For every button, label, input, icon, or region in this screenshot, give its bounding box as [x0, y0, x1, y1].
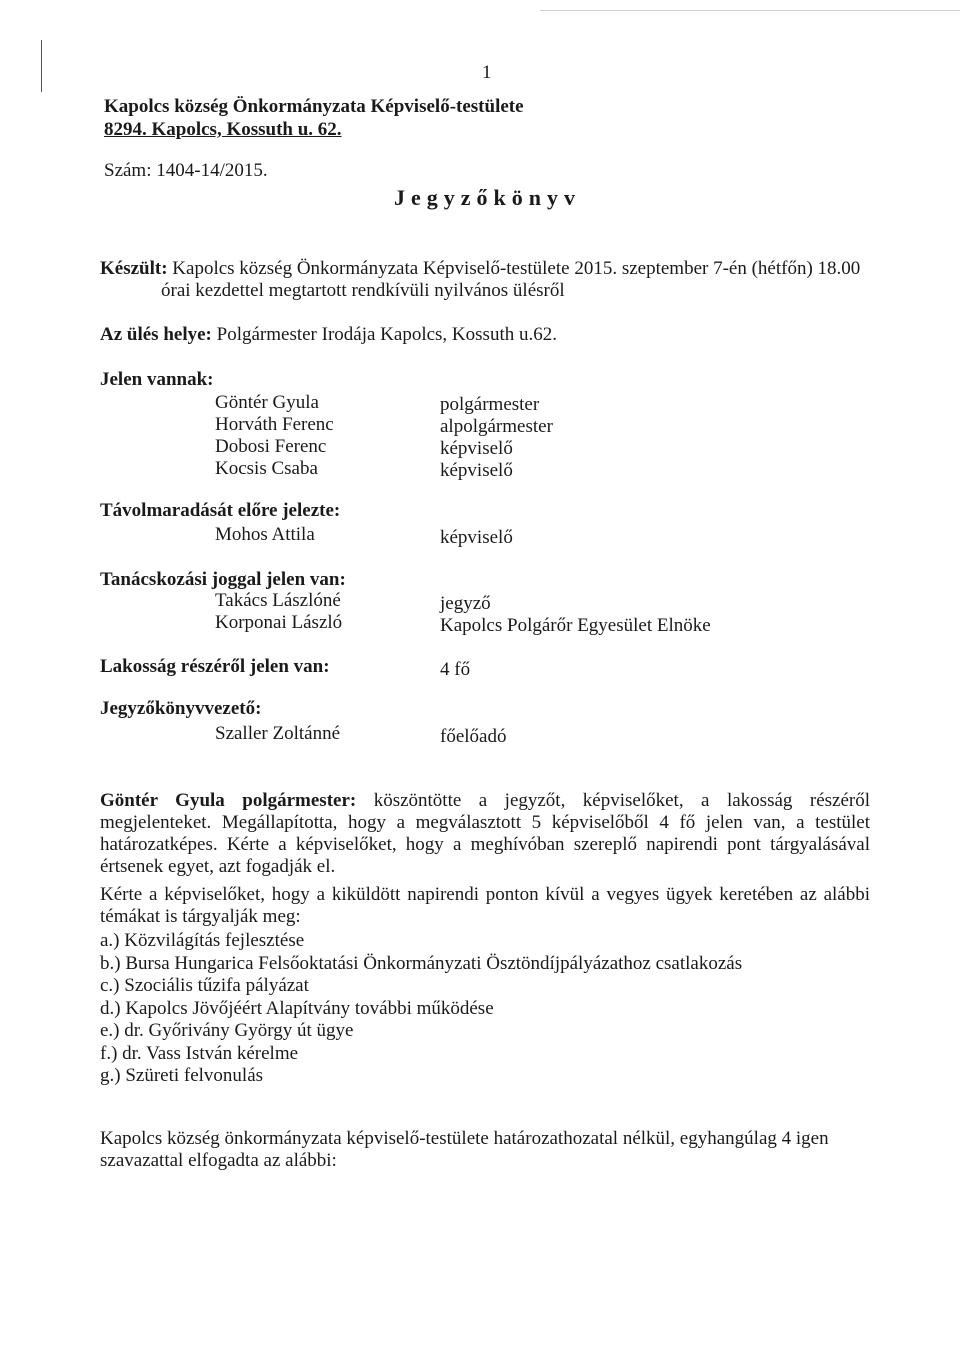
agenda-item: d.) Kapolcs Jövőjéért Alapítvány további működése	[100, 997, 494, 1019]
advisory-name: Korponai László	[215, 612, 343, 633]
agenda-item: b.) Bursa Hungarica Felsőoktatási Önkormányzati Ösztöndíjpályázathoz csatlakozás	[100, 952, 743, 974]
venue-line	[100, 324, 557, 346]
absent-role: képviselő	[440, 527, 513, 548]
recorder-name: Szaller Zoltánné	[215, 723, 341, 744]
reference-number: Szám: 1404-14/2015.	[104, 160, 268, 181]
present-name: Kocsis Csaba	[215, 458, 318, 479]
made-label: Készült:	[100, 258, 168, 279]
advisory-label: Tanácskozási joggal jelen van:	[100, 569, 346, 590]
scan-margin-mark	[41, 40, 42, 92]
present-name: Göntér Gyula	[215, 392, 319, 413]
present-role: polgármester	[440, 394, 540, 415]
present-role: képviselő	[440, 460, 513, 481]
present-role: képviselő	[440, 438, 513, 459]
advisory-role: jegyző	[440, 593, 491, 614]
agenda-item: g.) Szüreti felvonulás	[100, 1065, 264, 1086]
present-name: Horváth Ferenc	[215, 414, 334, 435]
made-text: Kapolcs község Önkormányzata Képviselő-testülete 2015. szeptember 7-én (hétfőn) 18.00	[167, 258, 861, 279]
opening-paragraph	[100, 790, 870, 878]
opening-text: köszöntötte a jegyzőt, képviselőket, a lakosság részéről megjelenteket. Megállapította, hogy a megválasztott 5 képviselőből 4 fő jelen van, a testület határozatképes. Kérte a képviselőket, hogy a meghívóban szereplő napirendi pont tárgyalásával értsenek egyet, azt fogadják el.	[100, 790, 870, 877]
advisory-role: Kapolcs Polgárőr Egyesület Elnöke	[440, 615, 711, 636]
recorder-role: főelőadó	[440, 726, 507, 747]
agenda-item: c.) Szociális tűzifa pályázat	[100, 975, 309, 996]
document-title: Jegyzőkönyv	[394, 185, 581, 210]
made-line2: órai kezdettel megtartott rendkívüli nyilvános ülésről	[161, 280, 565, 301]
page-number: 1	[482, 62, 492, 83]
agenda-item: a.) Közvilágítás fejlesztése	[100, 930, 305, 951]
advisory-name: Takács Lászlóné	[215, 590, 341, 611]
agenda-list	[100, 930, 742, 1088]
venue-label: Az ülés helye:	[100, 324, 212, 345]
speaker-label: Göntér Gyula polgármester:	[100, 790, 357, 811]
venue-text: Polgármester Irodája Kapolcs, Kossuth u.62.	[211, 324, 557, 345]
absent-name: Mohos Attila	[215, 524, 315, 545]
organization-address: 8294. Kapolcs, Kossuth u. 62.	[104, 119, 342, 140]
agenda-item: f.) dr. Vass István kérelme	[100, 1042, 299, 1064]
resolution-paragraph: Kapolcs község önkormányzata képviselő-testülete határozathozatal nélkül, egyhangúlag 4 igen szavazattal elfogadta az alábbi:	[100, 1128, 829, 1171]
agenda-intro-paragraph: Kérte a képviselőket, hogy a kiküldött napirendi ponton kívül a vegyes ügyek keretében az alábbi témákat is tárgyalják meg:	[100, 884, 870, 927]
absent-label: Távolmaradását előre jelezte:	[100, 500, 341, 521]
present-role: alpolgármester	[440, 416, 553, 437]
made-line1	[100, 258, 860, 280]
organization-name: Kapolcs község Önkormányzata Képviselő-testülete	[104, 96, 524, 117]
public-value: 4 fő	[440, 659, 471, 680]
recorder-label: Jegyzőkönyvvezető:	[100, 698, 262, 719]
present-label: Jelen vannak:	[100, 369, 214, 390]
present-name: Dobosi Ferenc	[215, 436, 327, 457]
scan-edge-line	[540, 10, 960, 11]
public-label: Lakosság részéről jelen van:	[100, 656, 330, 677]
agenda-item: e.) dr. Győrivány György út ügye	[100, 1020, 354, 1041]
